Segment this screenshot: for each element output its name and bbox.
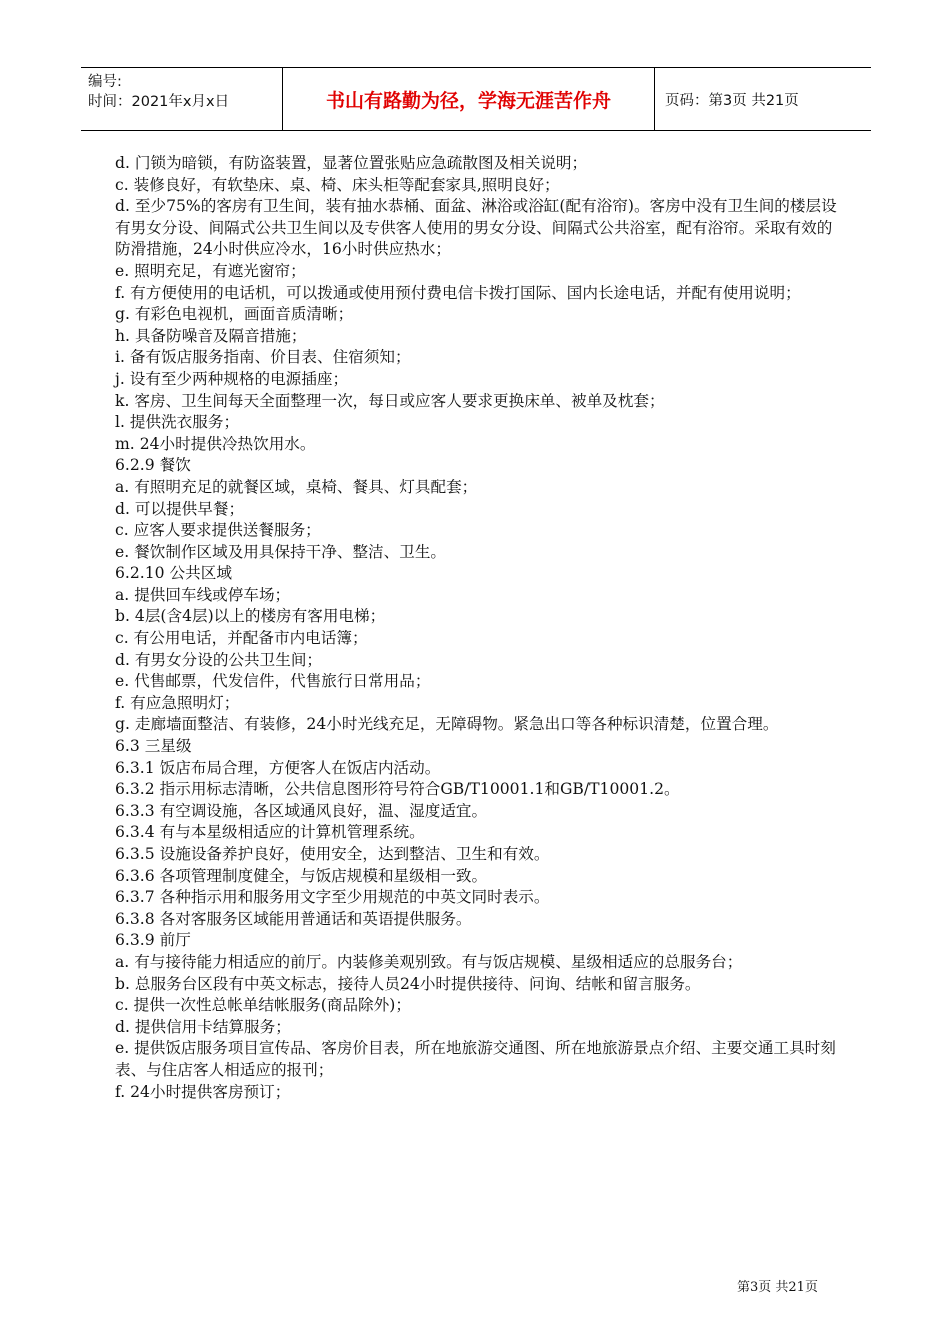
text-line: 6.3.3 有空调设施，各区域通风良好，温、湿度适宜。 xyxy=(115,801,488,820)
text-line: 6.3.1 饭店布局合理，方便客人在饭店内活动。 xyxy=(115,758,441,777)
text-line: e. 提供饭店服务项目宣传品、客房价目表，所在地旅游交通图、所在地旅游景点介绍、主要交通工具时刻表、与住店客人相适应的报刊； xyxy=(115,1039,836,1079)
text-line: l. 提供洗衣服务； xyxy=(115,413,240,432)
page-footer: 第3页 共21页 xyxy=(737,1280,818,1295)
document-body xyxy=(115,153,843,1103)
text-line: 6.3.8 各对客服务区域能用普通话和英语提供服务。 xyxy=(115,909,472,928)
text-line: d. 门锁为暗锁，有防盗装置，显著位置张贴应急疏散图及相关说明； xyxy=(115,154,588,172)
document-time-label: 时间：2021年x月x日 xyxy=(88,94,230,110)
document-number-label: 编号: xyxy=(88,74,122,90)
text-line: 6.3.2 指示用标志清晰，公共信息图形符号符合GB/T10001.1和GB/T10001.2。 xyxy=(115,780,680,799)
text-line: m. 24小时提供冷热饮用水。 xyxy=(115,434,316,453)
section-heading: 6.2.10 公共区域 xyxy=(115,564,232,583)
text-line: d. 提供信用卡结算服务； xyxy=(115,1017,291,1036)
text-line: f. 24小时提供客房预订； xyxy=(115,1082,291,1101)
header-page-info: 页码：第3页 共21页 xyxy=(665,92,799,109)
text-line: f. 有方便使用的电话机，可以拨通或使用预付费电信卡拨打国际、国内长途电话，并配有使用说明； xyxy=(115,283,801,302)
page-header xyxy=(81,67,871,131)
text-line: e. 代售邮票，代发信件，代售旅行日常用品； xyxy=(115,672,431,691)
text-line: j. 设有至少两种规格的电源插座； xyxy=(115,369,349,388)
text-line: b. 总服务台区段有中英文标志，接待人员24小时提供接待、问询、结帐和留言服务。 xyxy=(115,974,701,993)
header-motto: 书山有路勤为径，学海无涯苦作舟 xyxy=(283,68,655,130)
section-heading: 6.3 三星级 xyxy=(115,737,192,756)
text-line: h. 具备防噪音及隔音措施； xyxy=(115,326,307,345)
text-line: c. 装修良好，有软垫床、桌、椅、床头柜等配套家具,照明良好； xyxy=(115,175,560,194)
text-line: c. 应客人要求提供送餐服务； xyxy=(115,521,321,540)
text-line: a. 提供回车线或停车场； xyxy=(115,585,291,604)
section-heading: 6.3.9 前厅 xyxy=(115,931,191,950)
text-line: a. 有与接待能力相适应的前厅。内装修美观别致。有与饭店规模、星级相适应的总服务台； xyxy=(115,952,743,971)
text-line: g. 有彩色电视机，画面音质清晰； xyxy=(115,305,354,324)
text-line: g. 走廊墙面整洁、有装修，24小时光线充足，无障碍物。紧急出口等各种标识清楚，位置合理。 xyxy=(115,715,779,734)
text-line: b. 4层(含4层)以上的楼房有客用电梯； xyxy=(115,607,386,626)
text-line: 6.3.6 各项管理制度健全，与饭店规模和星级相一致。 xyxy=(115,866,488,885)
text-line: a. 有照明充足的就餐区域，桌椅、餐具、灯具配套； xyxy=(115,477,478,496)
section-heading: 6.2.9 餐饮 xyxy=(115,456,191,475)
text-line: f. 有应急照明灯； xyxy=(115,693,240,712)
text-line: i. 备有饭店服务指南、价目表、住宿须知； xyxy=(115,348,411,367)
text-line: c. 提供一次性总帐单结帐服务(商品除外)； xyxy=(115,996,411,1015)
text-line: c. 有公用电话，并配备市内电话簿； xyxy=(115,629,368,648)
text-line: d. 可以提供早餐； xyxy=(115,499,245,518)
header-meta xyxy=(81,68,283,130)
text-line: k. 客房、卫生间每天全面整理一次，每日或应客人要求更换床单、被单及枕套； xyxy=(115,391,665,410)
text-line: d. 至少75%的客房有卫生间，装有抽水恭桶、面盆、淋浴或浴缸(配有浴帘)。客房中没有卫生间的楼层设有男女分设、间隔式公共卫生间以及专供客人使用的男女分设、间隔式公共浴室，配有浴帘。采取有效的防滑措施，24小时供应冷水，16小时供应热水； xyxy=(115,197,837,259)
text-line: 6.3.5 设施设备养护良好，使用安全，达到整洁、卫生和有效。 xyxy=(115,845,550,863)
text-line: 6.3.4 有与本星级相适应的计算机管理系统。 xyxy=(115,823,425,842)
text-line: 6.3.7 各种指示用和服务用文字至少用规范的中英文同时表示。 xyxy=(115,888,550,907)
text-line: e. 餐饮制作区域及用具保持干净、整洁、卫生。 xyxy=(115,542,447,561)
text-line: e. 照明充足，有遮光窗帘； xyxy=(115,261,306,280)
text-line: d. 有男女分设的公共卫生间； xyxy=(115,650,323,669)
